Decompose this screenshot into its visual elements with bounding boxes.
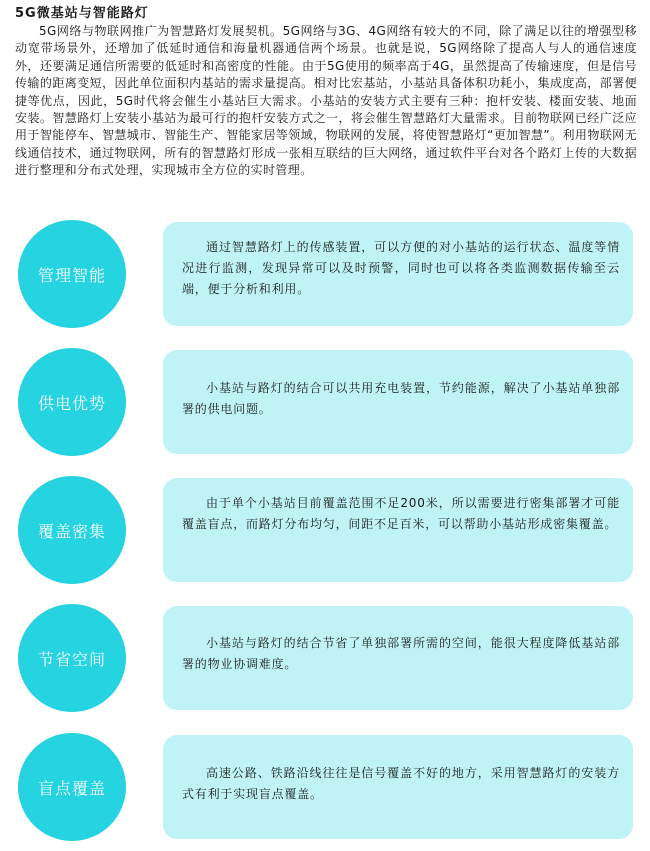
feature-badge: 覆盖密集: [18, 476, 126, 584]
feature-power: [0, 350, 650, 454]
feature-description: 小基站与路灯的结合可以共用充电装置，节约能源，解决了小基站单独部署的供电问题。: [182, 381, 620, 416]
feature-badge: 盲点覆盖: [18, 733, 126, 841]
intro-paragraph: 5G网络与物联网推广为智慧路灯发展契机。5G网络与3G、4G网络有较大的不同，除了满足以往的增强型移动宽带场景外，还增加了低延时通信和海量机器通信两个场景。也就是说，5G网络除了提高人与人的通信速度外，还要满足通信所需要的低延时和高密度的性能。由于5G使用的频率高于4G，虽然提高了传输速度，但是信号传输的距离变短，因此单位面积内基站的需求量提高。相对比宏基站，小基站具备体积功耗小，集成度高，部署便捷等优点，因此，5G时代将会催生小基站巨大需求。小基站的安装方式主要有三种：抱杆安装、楼面安装、地面安装。智慧路灯上安装小基站为最可行的抱杆安装方式之一，将会催生智慧路灯大量需求。目前物联网已经广泛应用于智能停车、智慧城市、智能生产、智能家居等领域，物联网的发展，将使智慧路灯“更加智慧”。利用物联网无线通信技术，通过物联网，所有的智慧路灯形成一张相互联结的巨大网络，通过软件平台对各个路灯上传的大数据进行整理和分布式处理，实现城市全方位的实时管理。: [15, 24, 637, 178]
feature-description: 小基站与路灯的结合节省了单独部署所需的空间，能很大程度降低基站部署的物业协调难度。: [182, 636, 620, 671]
feature-description: 高速公路、铁路沿线往往是信号覆盖不好的地方，采用智慧路灯的安装方式有利于实现盲点覆盖。: [182, 766, 620, 801]
feature-description: 由于单个小基站目前覆盖范围不足200米，所以需要进行密集部署才可能覆盖盲点，而路灯分布均匀，间距不足百米，可以帮助小基站形成密集覆盖。: [182, 496, 620, 531]
feature-badge: 节省空间: [18, 604, 126, 712]
feature-description: 通过智慧路灯上的传感装置，可以方便的对小基站的运行状态、温度等情况进行监测，发现异常可以及时预警，同时也可以将各类监测数据传输至云端，便于分析和利用。: [182, 240, 620, 296]
feature-badge: 管理智能: [18, 220, 126, 328]
feature-blind-spot: [0, 735, 650, 839]
feature-space-saving: [0, 606, 650, 710]
feature-management: [0, 222, 650, 326]
feature-coverage-density: [0, 478, 650, 582]
feature-badge: 供电优势: [18, 348, 126, 456]
document-title: 5G微基站与智能路灯: [15, 6, 149, 21]
